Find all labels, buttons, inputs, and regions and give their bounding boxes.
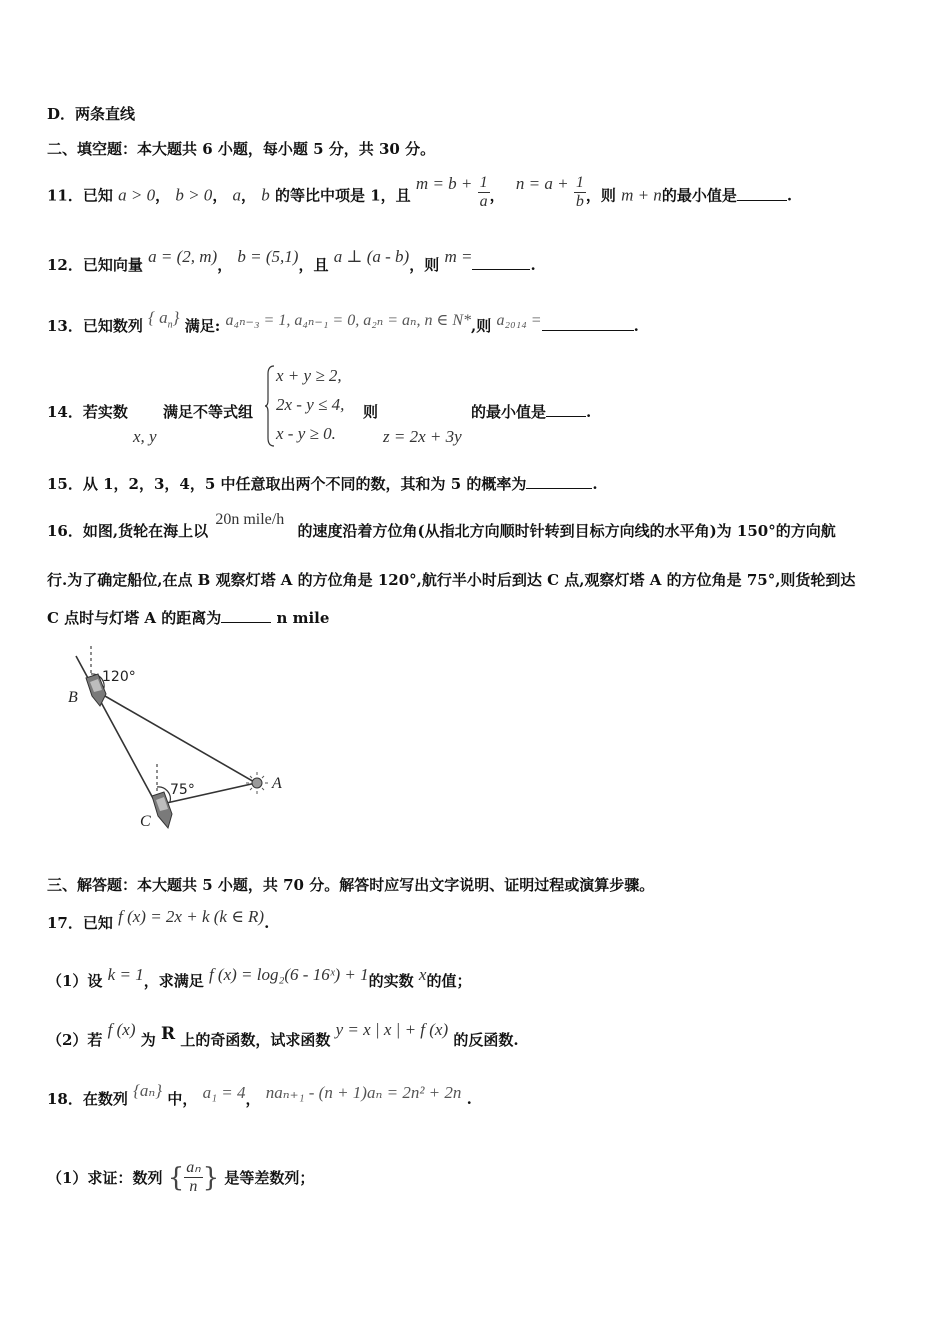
- q14-answer-blank[interactable]: [546, 416, 586, 417]
- fig-label-c: C: [140, 813, 151, 830]
- q12-then: ，则: [409, 256, 440, 274]
- q16-line3-a: C 点时与灯塔 A 的距离为: [47, 609, 222, 627]
- q18-a1: a₁ = 4: [202, 1083, 246, 1102]
- q17-p1-k: k = 1: [107, 965, 144, 984]
- q13-answer-blank[interactable]: [542, 330, 634, 331]
- q11-b: b: [261, 185, 270, 205]
- lighthouse-a-icon: [246, 772, 268, 794]
- q13-end: .: [633, 317, 639, 335]
- q11-n-expr: n = a +: [515, 173, 569, 193]
- q14-ineq2: 2x - y ≤ 4,: [276, 395, 345, 414]
- q17-num: 17．已知: [47, 914, 113, 932]
- question-17: [47, 907, 270, 933]
- question-18: [47, 1081, 472, 1109]
- q11-frac2-den: b: [575, 193, 584, 210]
- q14-tail-line: [471, 401, 591, 422]
- q16-answer-blank[interactable]: [221, 622, 271, 623]
- fig-label-b: B: [68, 689, 78, 706]
- q12-answer-blank[interactable]: [472, 269, 530, 270]
- q17-p1-tail: 的实数: [368, 972, 414, 990]
- q13-then: ,则: [471, 317, 492, 335]
- q13-satisfy: 满足:: [184, 317, 221, 335]
- q12-vec-a: a = (2, m): [148, 247, 218, 266]
- q12-and: ，且: [298, 256, 329, 274]
- q15-text: 15．从 1，2，3，4，5 中任意取出两个不同的数，其和为 5 的概率为: [47, 475, 527, 493]
- q18-brace-left-icon: {: [167, 1163, 185, 1193]
- section3-heading: 三、解答题：本大题共 5 小题，共 70 分。解答时应写出文字说明、证明过程或演算步骤。: [47, 876, 655, 894]
- q18-p1-num: aₙ: [186, 1158, 201, 1176]
- q18-p1-lead: （1）求证：数列: [47, 1169, 163, 1187]
- q17-f: f (x) = 2x + k (k ∈ R): [118, 907, 265, 926]
- q11-frac2-num: 1: [575, 174, 584, 191]
- q15-answer-blank[interactable]: [526, 488, 592, 489]
- q16-line3-b: n mile: [276, 609, 330, 627]
- q18-seq: {aₙ}: [133, 1081, 163, 1100]
- q14-end: .: [586, 403, 592, 421]
- q11-frac2: [574, 174, 586, 211]
- q18-comma: ，: [245, 1090, 261, 1108]
- q17-p2-f: f (x): [107, 1020, 136, 1039]
- q17-p1-mid: ，求满足: [143, 972, 204, 990]
- q14-num: 14．若实数: [47, 403, 128, 421]
- q18-p1-frac: [184, 1159, 202, 1196]
- q11-cond2: b > 0: [175, 185, 213, 205]
- line-ba: [98, 692, 256, 783]
- q14-ineq1: x + y ≥ 2,: [276, 366, 342, 385]
- q11-num: 11．已知: [47, 186, 113, 205]
- q17-p1-end: 的值；: [426, 972, 472, 990]
- q18-rec: naₙ₊₁ - (n + 1)aₙ = 2n² + 2n: [265, 1083, 462, 1102]
- q11-frac1-num: 1: [479, 174, 488, 191]
- q11-mid: 的等比中项是 1，且: [275, 186, 411, 205]
- q16-line2: 行.为了确定船位,在点 B 观察灯塔 A 的方位角是 120°,航行半小时后到达 C 点,观察灯塔 A 的方位角是 75°,则货轮到达: [47, 571, 856, 589]
- q11-answer-blank[interactable]: [737, 200, 787, 201]
- q12-end: .: [530, 256, 536, 274]
- q16-line1-tail: 的速度沿着方位角(从指北方向顺时针转到目标方向线的水平角)为 150°的方向航: [297, 522, 836, 540]
- ship-c-icon: [152, 792, 172, 828]
- q17-end: .: [264, 914, 270, 932]
- q18-num: 18．在数列: [47, 1090, 128, 1108]
- q18-part1: [47, 1160, 314, 1198]
- q16-speed: 20n mile/h: [215, 511, 285, 528]
- q16-line3: [47, 607, 329, 628]
- q12-num: 12．已知向量: [47, 256, 143, 274]
- q16-lead: 16．如图,货轮在海上以: [47, 522, 209, 540]
- q13-a2014: a₂₀₁₄ =: [496, 312, 542, 329]
- fig-angle-c: 75°: [170, 782, 195, 798]
- q18-p1-den: n: [189, 1177, 198, 1195]
- q11-mn: m + n: [621, 185, 662, 205]
- fig-label-a: A: [272, 775, 282, 792]
- q11-frac1: [478, 174, 490, 211]
- q18-brace-right-icon: }: [202, 1163, 220, 1193]
- q14-satisfy: 满足不等式组: [163, 403, 254, 421]
- q17-p2-for: 为: [140, 1031, 156, 1049]
- option-d: D．两条直线: [47, 105, 136, 123]
- q17-p2-y: y = x | x | + f (x): [335, 1020, 449, 1039]
- q12-vec-b: b = (5,1): [237, 247, 299, 266]
- section2-heading: 二、填空题：本大题共 6 小题，每小题 5 分，共 30 分。: [47, 140, 436, 158]
- q16-line1: [47, 511, 836, 541]
- q13-seq: { $a_n$}: [148, 308, 180, 331]
- q13-num: 13．已知数列: [47, 317, 143, 335]
- q17-p1-lead: （1）设: [47, 972, 103, 990]
- question-15: [47, 473, 598, 494]
- q13-cond: a₄ₙ₋₃ = 1, a₄ₙ₋₁ = 0, a₂ₙ = aₙ, n ∈ N*: [225, 312, 472, 329]
- q14-z: z = 2x + 3y: [383, 427, 462, 446]
- q17-p2-mid: 上的奇函数，试求函数: [180, 1031, 331, 1049]
- q14-vars: x, y: [133, 427, 157, 446]
- fig-angle-b: 120°: [102, 669, 136, 685]
- q11-tail2: 的最小值是: [661, 186, 737, 205]
- q12-m-eq: m =: [444, 247, 473, 266]
- q11-m-expr: m = b +: [415, 173, 473, 193]
- q17-part1: [47, 965, 472, 991]
- question-12: 12．已知向量 a = (2, m)， b = (5,1)，且 a ⊥ (a - b)，则 m = .: [47, 247, 536, 274]
- question-13: [47, 308, 639, 338]
- q14-brace-icon: [264, 364, 276, 448]
- q11-tail1: ，则: [585, 186, 616, 205]
- q18-in: 中，: [167, 1090, 198, 1108]
- q17-part2: [47, 1020, 519, 1050]
- q11-cond1: a > 0: [118, 185, 156, 205]
- question-11: 11．已知 a > 0， b > 0， a， b 的等比中项是 1，且 m = b + $\frac{1}{a}$ ， n = a + $\frac{1}{b}$ ，则 m + n的最小值是 .: [47, 173, 793, 210]
- q14-ineq3: x - y ≥ 0.: [276, 424, 336, 443]
- q15-end: .: [592, 475, 598, 493]
- q11-frac1-den: a: [479, 193, 488, 210]
- q11-a: a: [232, 185, 242, 205]
- q14-then: 则: [363, 403, 379, 421]
- q12-perp: a ⊥ (a - b): [333, 247, 410, 266]
- q18-end: .: [466, 1090, 472, 1108]
- q18-p1-tail: 是等差数列；: [224, 1169, 315, 1187]
- q11-end: .: [786, 186, 793, 205]
- q17-p2-tail: 的反函数.: [453, 1031, 519, 1049]
- q17-p1-x: x: [418, 965, 427, 984]
- q16-figure: [60, 642, 300, 842]
- q17-p1-eq: f (x) = log₂(6 - 16ˣ) + 1: [208, 965, 369, 984]
- q17-p2-lead: （2）若: [47, 1031, 103, 1049]
- q14-tail: 的最小值是: [471, 403, 547, 421]
- q17-p2-R: R: [161, 1024, 176, 1044]
